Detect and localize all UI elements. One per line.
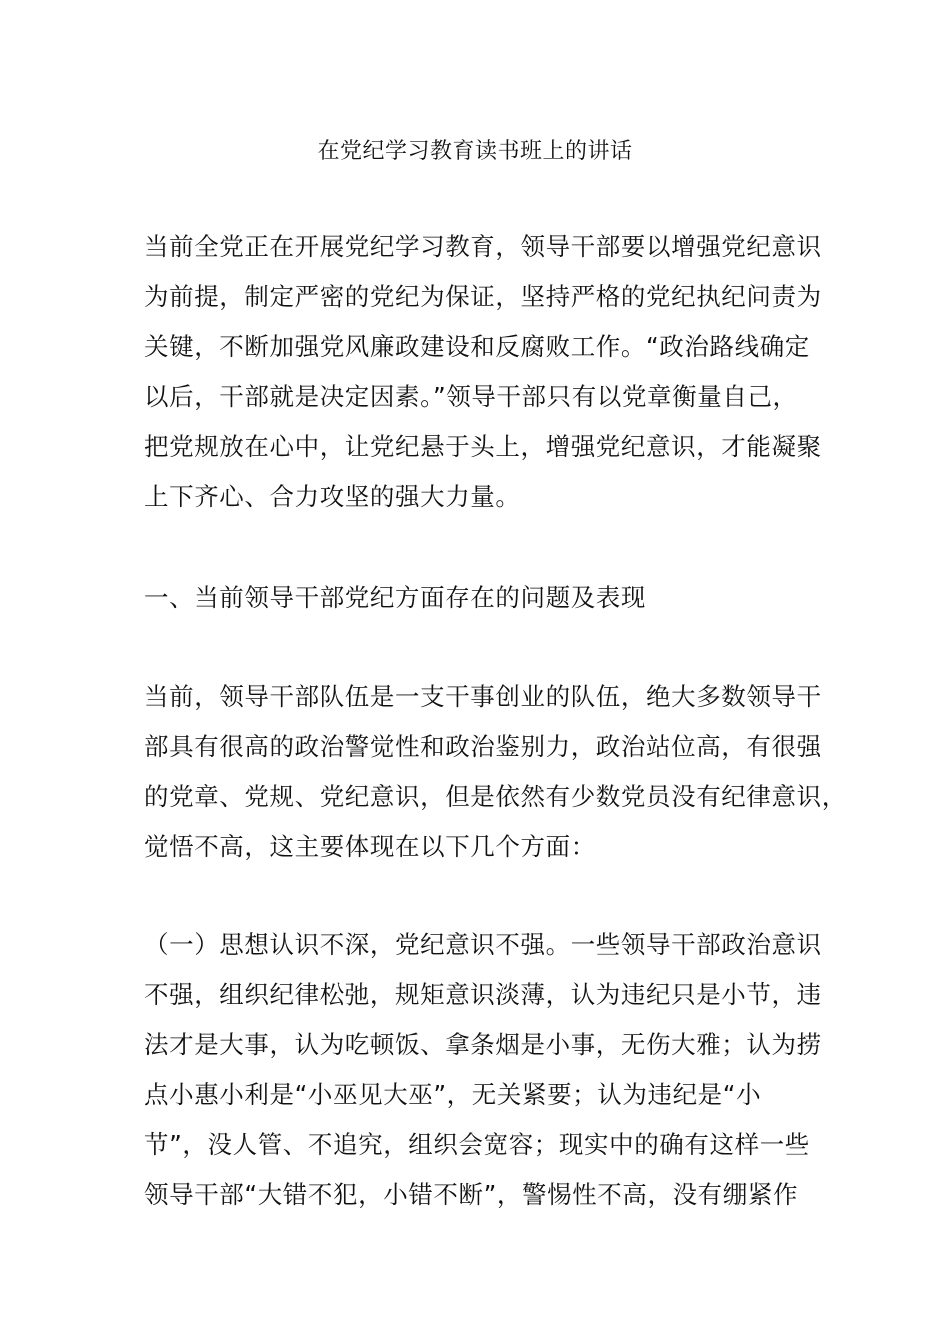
text-line: 把党规放在心中，让党纪悬于头上，增强党纪意识，才能凝聚 <box>144 432 822 461</box>
text-line: （一）思想认识不深，党纪意识不强。一些领导干部政治意识 <box>144 930 822 959</box>
text-line: 不强，组织纪律松弛，规矩意识淡薄，认为违纪只是小节，违 <box>144 980 822 1009</box>
text-line: 法才是大事，认为吃顿饭、拿条烟是小事，无伤大雅；认为捞 <box>144 1030 822 1059</box>
text-line: 点小惠小利是“小巫见大巫”，无关紧要；认为违纪是“小 <box>144 1080 762 1109</box>
text-line: 当前，领导干部队伍是一支干事创业的队伍，绝大多数领导干 <box>144 682 822 711</box>
section-heading <box>144 573 824 623</box>
text-line: 当前全党正在开展党纪学习教育，领导干部要以增强党纪意识 <box>144 232 822 261</box>
text-line: 关键，不断加强党风廉政建设和反腐败工作。“政治路线确定 <box>144 332 810 361</box>
document-title: 在党纪学习教育读书班上的讲话 <box>317 139 633 164</box>
paragraph-overview <box>144 672 847 872</box>
text-line: 的党章、党规、党纪意识，但是依然有少数党员没有纪律意识， <box>144 782 847 811</box>
text-line: 上下齐心、合力攻坚的强大力量。 <box>144 482 521 511</box>
text-line: 部具有很高的政治警觉性和政治鉴别力，政治站位高，有很强 <box>144 732 822 761</box>
text-line: 为前提，制定严密的党纪为保证，坚持严格的党纪执纪问责为 <box>144 282 822 311</box>
paragraph-point-one <box>144 920 824 1220</box>
heading-text: 一、当前领导干部党纪方面存在的问题及表现 <box>144 583 646 612</box>
paragraph-intro <box>144 222 824 522</box>
text-line: 觉悟不高，这主要体现在以下几个方面： <box>144 832 596 861</box>
text-line: 领导干部“大错不犯，小错不断”，警惕性不高，没有绷紧作 <box>144 1180 799 1209</box>
text-line: 节”，没人管、不追究，组织会宽容；现实中的确有这样一些 <box>144 1130 810 1159</box>
text-line: 以后，干部就是决定因素。”领导干部只有以党章衡量自己， <box>144 382 798 411</box>
